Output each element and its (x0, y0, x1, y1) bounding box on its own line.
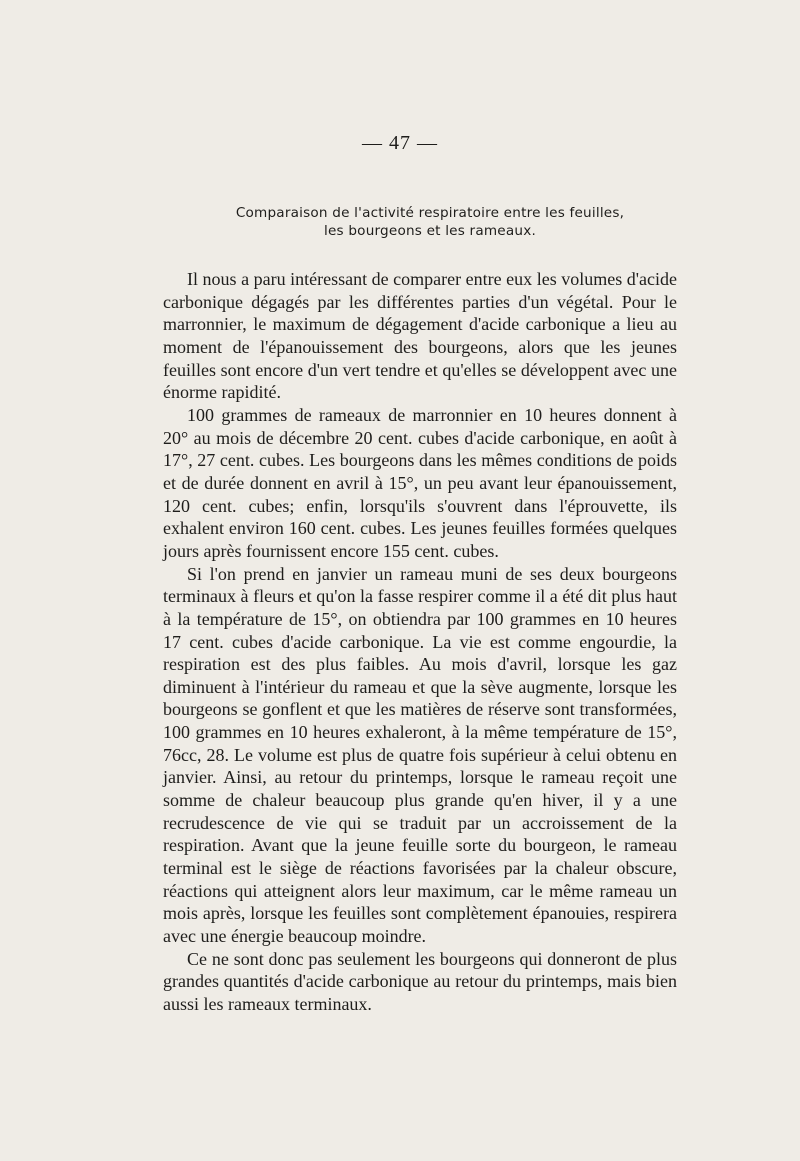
section-heading (200, 204, 660, 240)
paragraph-1: Il nous a paru intéressant de comparer entre eux les volumes d'acide carbonique dégagés par les différentes parties d'un végétal. Pour le marronnier, le maximum de dégagement d'acide carbonique a lieu au moment de l'épanouissement des bourgeons, alors que les jeunes feuilles sont encore d'un vert tendre et qu'elles se développent avec une énorme rapidité. (163, 269, 677, 403)
paragraph-3: Si l'on prend en janvier un rameau muni de ses deux bourgeons terminaux à fleurs et qu'on la fasse respirer comme il a été dit plus haut à la température de 15°, on obtiendra par 100 grammes en 10 heures 17 cent. cubes d'acide carbonique. La vie est comme engourdie, la respiration est des plus faibles. Au mois d'avril, lorsque les gaz diminuent à l'intérieur du rameau et que la sève augmente, lorsque les bourgeons se gonflent et que les matières de réserve sont transformées, 100 grammes en 10 heures exhaleront, à la même température de 15°, 76cc, 28. Le volume est plus de quatre fois supérieur à celui obtenu en janvier. Ainsi, au retour du printemps, lorsque le rameau reçoit une somme de chaleur beaucoup plus grande qu'en hiver, il y a une recrudescence de vie qui se traduit par un accroissement de la respiration. Avant que la jeune feuille sorte du bourgeon, le rameau terminal est le siège de réactions favorisées par la chaleur obscure, réactions qui atteignent alors leur maximum, car le même rameau un mois après, lorsque les feuilles sont complètement épanouies, respirera avec une énergie beaucoup moindre. (163, 563, 677, 947)
paragraph-2: 100 grammes de rameaux de marronnier en 10 heures donnent à 20° au mois de décembre 20 cent. cubes d'acide carbonique, en août à 17°, 27 cent. cubes. Les bourgeons dans les mêmes conditions de poids et de durée donnent en avril à 15°, un peu avant leur épanouissement, 120 cent. cubes; enfin, lorsqu'ils s'ouvrent dans l'éprouvette, ils exhalent environ 160 cent. cubes. Les jeunes feuilles formées quelques jours après fournissent encore 155 cent. cubes. (163, 404, 677, 561)
section-heading-line-2: les bourgeons et les rameaux. (324, 223, 536, 239)
page-number: — 47 — (362, 132, 438, 154)
paragraph-4: Ce ne sont donc pas seulement les bourgeons qui donneront de plus grandes quantités d'acide carbonique au retour du printemps, mais bien aussi les rameaux terminaux. (163, 948, 677, 1014)
body-text (163, 268, 677, 1016)
section-heading-line-1: Comparaison de l'activité respiratoire entre les feuilles, (235, 205, 625, 221)
